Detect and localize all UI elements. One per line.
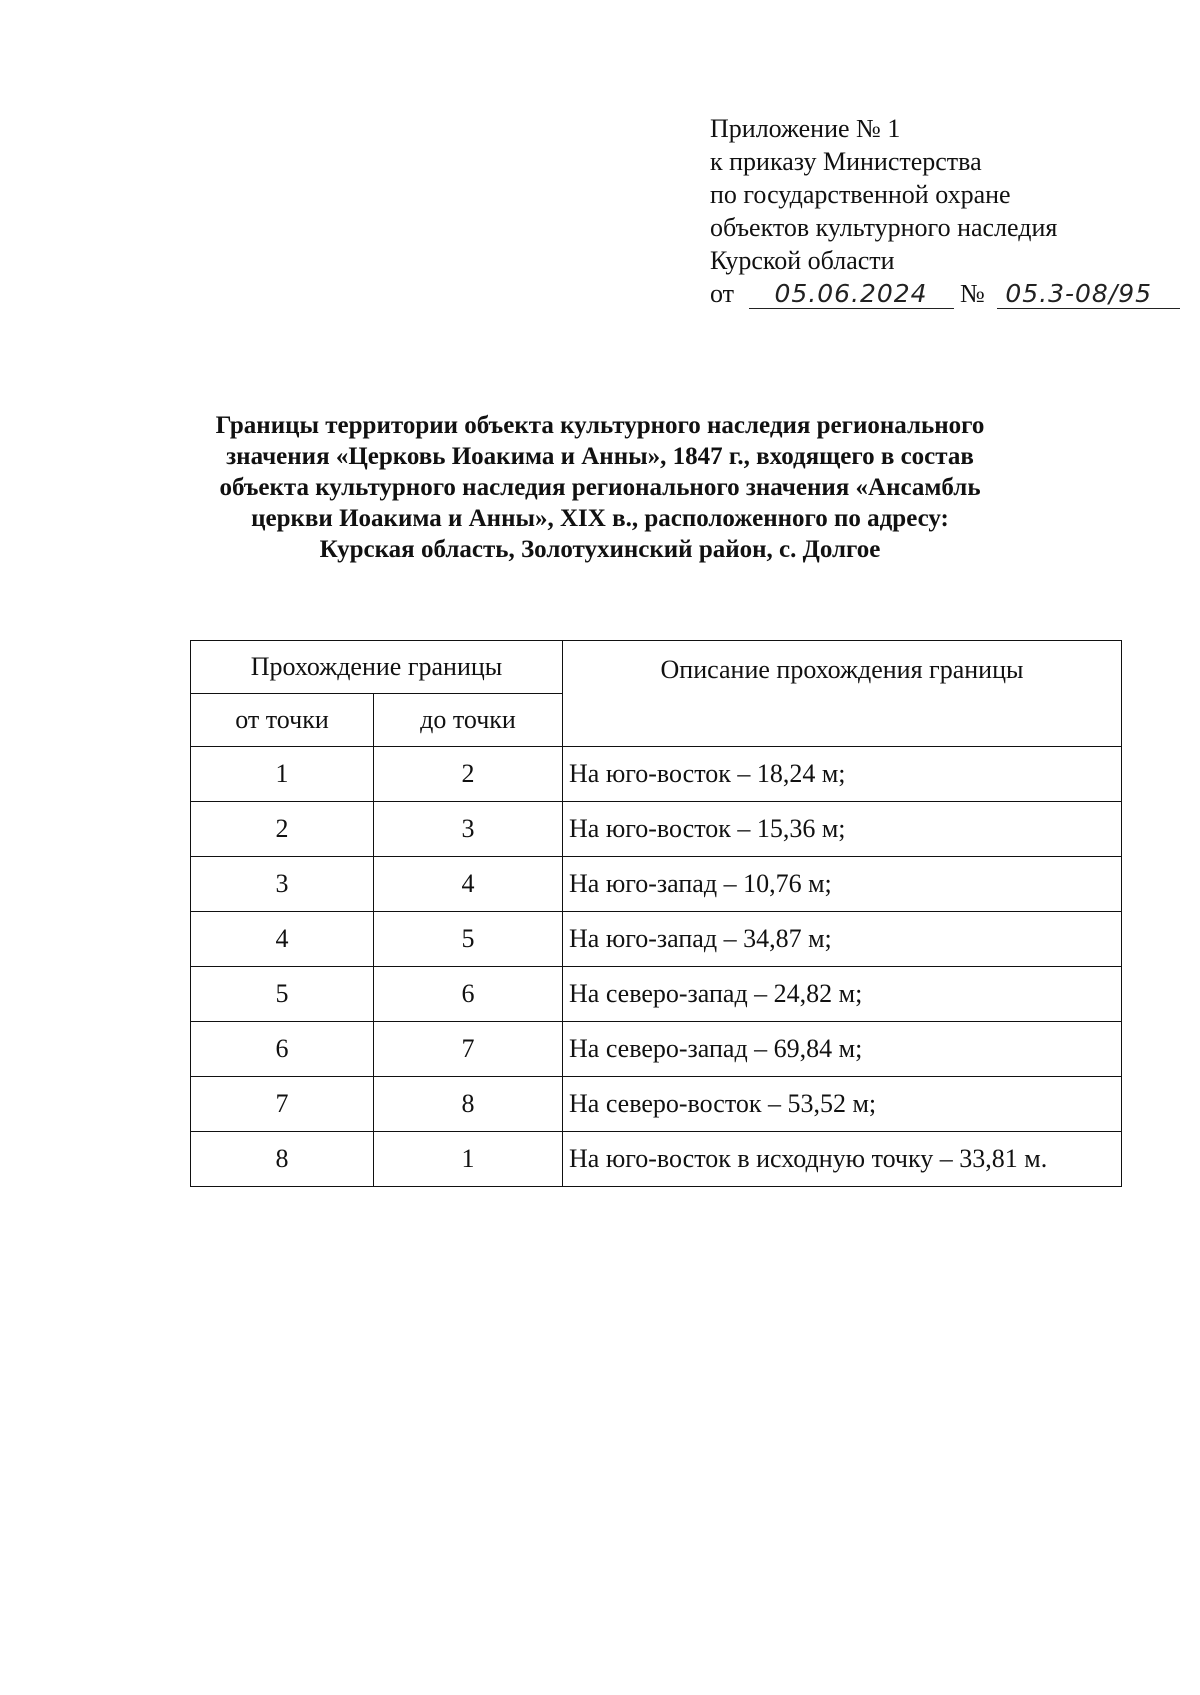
document-title [150, 410, 1050, 565]
appendix-block [710, 112, 1180, 310]
header-boundary-passage: Прохождение границы [191, 641, 563, 694]
to-point-cell: 6 [374, 967, 563, 1022]
to-point-cell: 1 [374, 1132, 563, 1187]
table-row [191, 802, 1122, 857]
header-description: Описание прохождения границы [563, 641, 1122, 747]
from-point-cell: 3 [191, 857, 374, 912]
description-cell: На северо-запад – 24,82 м; [563, 967, 1122, 1022]
title-line: Границы территории объекта культурного наследия регионального [215, 412, 985, 439]
to-point-cell: 7 [374, 1022, 563, 1077]
order-date: 05.06.2024 [749, 280, 954, 309]
table-row [191, 747, 1122, 802]
table-row [191, 1132, 1122, 1187]
description-cell: На юго-восток в исходную точку – 33,81 м. [563, 1132, 1122, 1187]
to-point-cell: 4 [374, 857, 563, 912]
to-point-cell: 8 [374, 1077, 563, 1132]
boundary-table [190, 640, 1122, 1187]
appendix-line: по государственной охране [710, 180, 1011, 209]
header-to-point: до точки [374, 694, 563, 747]
from-point-cell: 2 [191, 802, 374, 857]
from-point-cell: 5 [191, 967, 374, 1022]
appendix-line: Курской области [710, 246, 895, 275]
description-cell: На юго-запад – 34,87 м; [563, 912, 1122, 967]
from-point-cell: 4 [191, 912, 374, 967]
from-label: от [710, 279, 735, 308]
title-line: значения «Церковь Иоакима и Анны», 1847 г., входящего в состав [226, 443, 974, 470]
description-cell: На северо-восток – 53,52 м; [563, 1077, 1122, 1132]
description-cell: На юго-запад – 10,76 м; [563, 857, 1122, 912]
table-row [191, 1077, 1122, 1132]
table-row [191, 967, 1122, 1022]
appendix-line: объектов культурного наследия [710, 213, 1058, 242]
header-from-point: от точки [191, 694, 374, 747]
to-point-cell: 5 [374, 912, 563, 967]
table-row [191, 912, 1122, 967]
to-point-cell: 2 [374, 747, 563, 802]
description-cell: На юго-восток – 15,36 м; [563, 802, 1122, 857]
title-line: церкви Иоакима и Анны», XIX в., расположенного по адресу: [251, 505, 949, 532]
table-row [191, 857, 1122, 912]
from-point-cell: 6 [191, 1022, 374, 1077]
number-label: № [960, 279, 985, 308]
appendix-line: к приказу Министерства [710, 147, 982, 176]
order-number: 05.3-08/95 [997, 280, 1180, 309]
appendix-line: Приложение № 1 [710, 114, 901, 143]
from-point-cell: 1 [191, 747, 374, 802]
description-cell: На юго-восток – 18,24 м; [563, 747, 1122, 802]
from-point-cell: 7 [191, 1077, 374, 1132]
description-cell: На северо-запад – 69,84 м; [563, 1022, 1122, 1077]
from-point-cell: 8 [191, 1132, 374, 1187]
title-line: объекта культурного наследия регионального значения «Ансамбль [219, 474, 981, 501]
table-row [191, 1022, 1122, 1077]
title-line: Курская область, Золотухинский район, с. Долгое [319, 536, 881, 563]
to-point-cell: 3 [374, 802, 563, 857]
order-date-number [710, 277, 1180, 310]
